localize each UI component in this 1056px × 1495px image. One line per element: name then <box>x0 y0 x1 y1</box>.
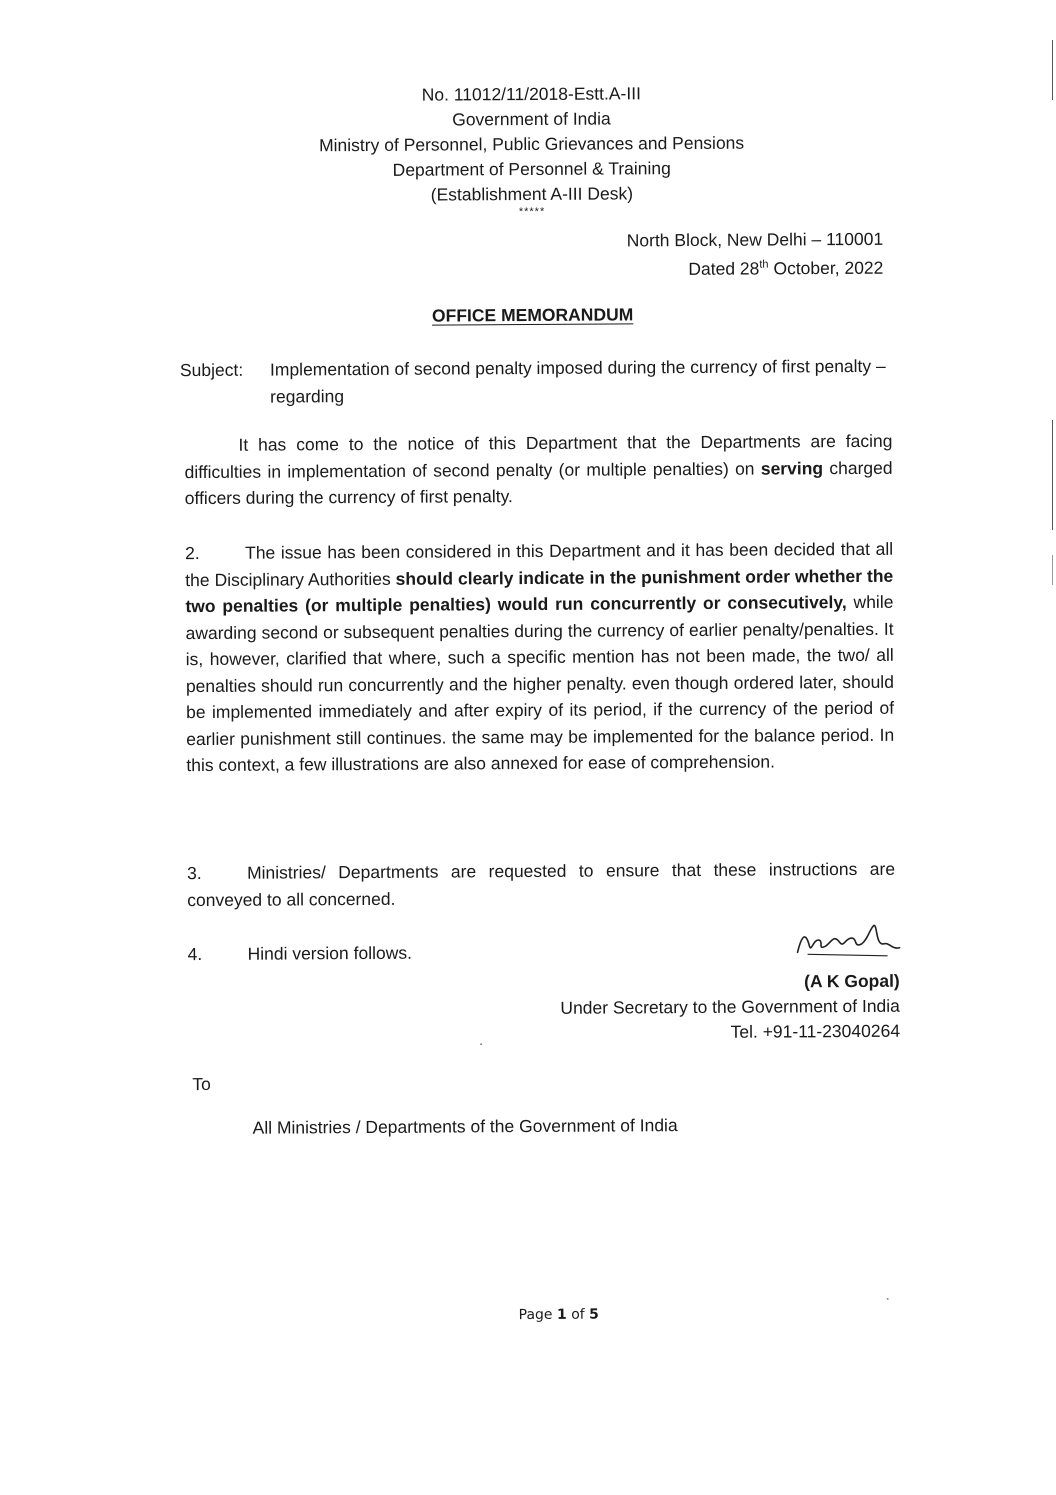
paragraph-number: 2. <box>185 543 200 564</box>
recipients: All Ministries / Departments of the Government of India <box>252 1115 678 1138</box>
subject-label: Subject: <box>179 359 244 381</box>
scan-speck <box>887 1298 889 1300</box>
document-title: OFFICE MEMORANDUM <box>431 304 634 326</box>
to-label: To <box>192 1073 211 1095</box>
signatory-name: (A K Gopal) <box>804 970 900 992</box>
paragraph-4: 4. Hindi version follows. <box>187 942 412 965</box>
signatory-designation: Under Secretary to the Government of India <box>560 995 900 1018</box>
signature-block <box>499 916 900 1046</box>
government-name: Government of India <box>452 108 611 130</box>
office-location: North Block, New Delhi – 110001 <box>626 228 884 251</box>
address-block <box>627 227 884 282</box>
memo-date: Dated 28th October, 2022 <box>688 257 884 279</box>
subject-text: Implementation of second penalty imposed during the currency of first penalty – regarding <box>269 355 886 407</box>
paragraph-2: 2. The issue has been considered in this Department and it has been decided that all the Disciplinary Authorities should clearly indicate in the punishment order whether the two penalties (or multiple penalties) would run concurrently or consecutively, while awarding second or subsequent penalties during the currency of earlier penalty/penalties. It is, however, clarified that where, such a specific mention has not been made, the two/ all penalties should run concurrently and the higher penalty. even though ordered later, should be implemented immediately and after expiry of its period, if the currency of the period of earlier punishment still continues. the same may be implemented for the balance period. In this context, a few illustrations are also annexed for ease of comprehension. <box>185 538 895 776</box>
ministry-name: Ministry of Personnel, Public Grievances and Pensions <box>318 132 745 156</box>
department-name: Department of Personnel & Training <box>392 158 671 180</box>
scan-edge-mark <box>1052 40 1053 100</box>
page-footer: Page 1 of 5 <box>518 1306 599 1324</box>
scan-edge-mark <box>1052 420 1053 530</box>
letterhead <box>236 80 827 219</box>
scan-edge-mark <box>1052 555 1053 585</box>
scan-speck <box>480 1043 482 1045</box>
paragraph-3: 3. Ministries/ Departments are requested to ensure that these instructions are conveyed to all concerned. <box>186 858 896 910</box>
paragraph-number: 3. <box>186 863 202 884</box>
separator-stars: ***** <box>518 205 546 219</box>
subject-block <box>180 353 892 411</box>
desk-name: (Establishment A-III Desk) <box>430 183 634 205</box>
paragraph-1: It has come to the notice of this Department that the Departments are facing difficulties in implementation of second penalty (or multiple penalties) on serving charged officers during the currency of first penalty. <box>184 430 893 509</box>
handwritten-signature-icon <box>787 916 907 963</box>
file-number: No. 11012/11/2018-Estt.A-III <box>421 83 641 105</box>
signatory-telephone: Tel. +91-11-23040264 <box>730 1020 901 1042</box>
paragraph-number: 4. <box>187 944 203 965</box>
